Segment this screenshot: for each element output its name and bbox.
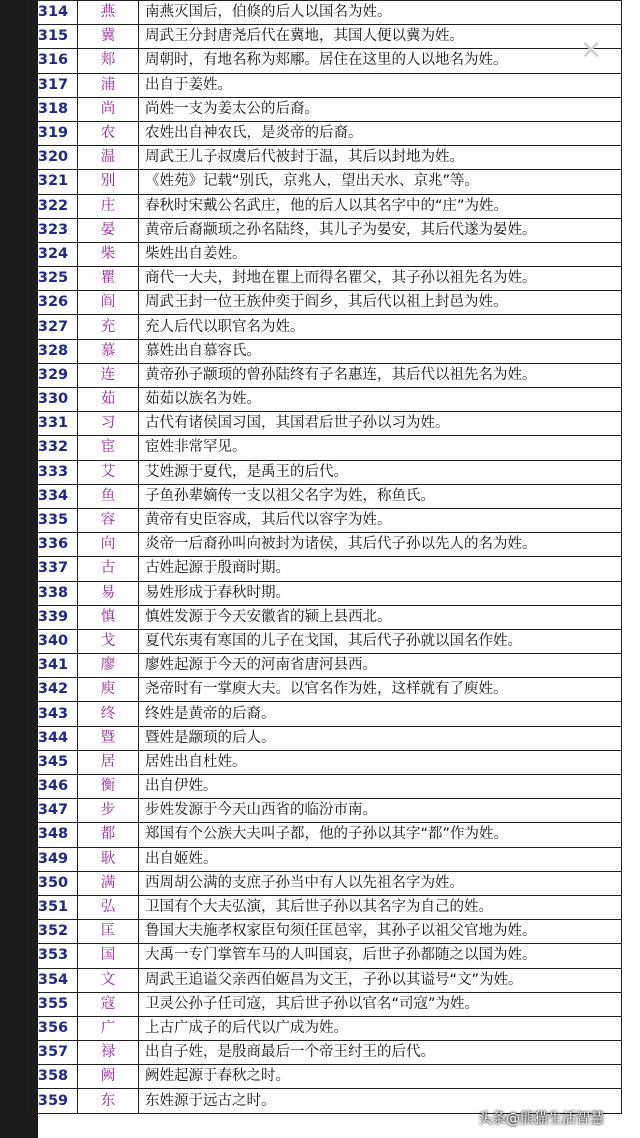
row-number: 349: [29, 847, 78, 871]
row-number: 345: [29, 750, 78, 774]
surname-origin-text: 柴姓出自姜姓。: [139, 242, 622, 266]
table-row: [29, 291, 622, 315]
surname-character: 别: [78, 170, 139, 194]
surname-origin-text: 周武王儿子叔虞后代被封于温，其后以封地为姓。: [139, 146, 622, 170]
surname-origin-text: 炎帝一后裔孙叫向被封为诸侯，其后代子孙以先人的名为姓。: [139, 533, 622, 557]
row-number: 320: [29, 146, 78, 170]
row-number: 318: [29, 97, 78, 121]
row-number: 343: [29, 702, 78, 726]
surname-origin-text: 古代有诸侯国习国，其国君后世子孙以习为姓。: [139, 412, 622, 436]
table-row: [29, 315, 622, 339]
row-number: 348: [29, 823, 78, 847]
surname-character: 充: [78, 315, 139, 339]
surname-character: 燕: [78, 1, 139, 25]
surname-character: 匡: [78, 920, 139, 944]
row-number: 342: [29, 678, 78, 702]
surname-character: 弘: [78, 895, 139, 919]
row-number: 314: [29, 1, 78, 25]
surname-character: 满: [78, 871, 139, 895]
surname-character: 耿: [78, 847, 139, 871]
surname-origin-text: 易姓形成于春秋时期。: [139, 581, 622, 605]
surname-origin-text: 大禹一专门掌管车马的人叫国哀，后世子孙都随之以国为姓。: [139, 944, 622, 968]
table-row: [29, 121, 622, 145]
surname-character: 农: [78, 121, 139, 145]
table-row: [29, 823, 622, 847]
surname-character: 郏: [78, 49, 139, 73]
surname-origin-text: 宦姓非常罕见。: [139, 436, 622, 460]
surname-character: 古: [78, 557, 139, 581]
surname-origin-text: 居姓出自杜姓。: [139, 750, 622, 774]
surname-character: 宦: [78, 436, 139, 460]
row-number: 329: [29, 363, 78, 387]
surname-origin-text: 尚姓一支为姜太公的后裔。: [139, 97, 622, 121]
table-row: [29, 605, 622, 629]
row-number: 338: [29, 581, 78, 605]
surname-origin-text: 充人后代以职官名为姓。: [139, 315, 622, 339]
surname-origin-text: 夏代东夷有寒国的儿子在戈国，其后代子孙就以国名作姓。: [139, 629, 622, 653]
table-row: [29, 97, 622, 121]
surname-origin-text: 商代一大夫，封地在瞿上而得名瞿父，其子孙以祖先名为姓。: [139, 267, 622, 291]
surname-origin-text: 终姓是黄帝的后裔。: [139, 702, 622, 726]
surname-character: 阙: [78, 1065, 139, 1089]
row-number: 328: [29, 339, 78, 363]
table-row: [29, 1065, 622, 1089]
row-number: 355: [29, 992, 78, 1016]
surname-origin-text: 暨姓是颛顼的后人。: [139, 726, 622, 750]
surname-origin-text: 步姓发源于今天山西省的临汾市南。: [139, 799, 622, 823]
surname-character: 暨: [78, 726, 139, 750]
surname-origin-text: 慎姓发源于今天安徽省的颍上县西北。: [139, 605, 622, 629]
surname-character: 易: [78, 581, 139, 605]
surname-origin-text: 出自姬姓。: [139, 847, 622, 871]
surname-origin-text: 上古广成子的后代以广成为姓。: [139, 1016, 622, 1040]
table-row: [29, 968, 622, 992]
row-number: 358: [29, 1065, 78, 1089]
table-row: [29, 871, 622, 895]
table-row: [29, 799, 622, 823]
row-number: 319: [29, 121, 78, 145]
row-number: 347: [29, 799, 78, 823]
surname-character: 寇: [78, 992, 139, 1016]
row-number: 333: [29, 460, 78, 484]
surname-character: 慕: [78, 339, 139, 363]
row-number: 317: [29, 73, 78, 97]
surname-origin-text: 农姓出自神农氏，是炎帝的后裔。: [139, 121, 622, 145]
surname-character: 东: [78, 1089, 139, 1113]
row-number: 344: [29, 726, 78, 750]
surname-origin-text: 尧帝时有一掌庾大夫。以官名作为姓，这样就有了庾姓。: [139, 678, 622, 702]
table-row: [29, 484, 622, 508]
surname-origin-text: 西周胡公满的支庶子孙当中有人以先祖名字为姓。: [139, 871, 622, 895]
table-row: [29, 1, 622, 25]
surname-origin-text: 慕姓出自慕容氏。: [139, 339, 622, 363]
surname-origin-text: 周朝时，有地名称为郏鄏。居住在这里的人以地名为姓。: [139, 49, 622, 73]
row-number: 346: [29, 775, 78, 799]
table-row: [29, 533, 622, 557]
table-row: [29, 702, 622, 726]
surname-origin-text: 廖姓起源于今天的河南省唐河县西。: [139, 654, 622, 678]
source-watermark: 头条@熊猫生活智慧: [478, 1111, 604, 1127]
row-number: 331: [29, 412, 78, 436]
row-number: 351: [29, 895, 78, 919]
surname-origin-text: 春秋时宋戴公名武庄，他的后人以其名字中的“庄”为姓。: [139, 194, 622, 218]
surname-character: 冀: [78, 25, 139, 49]
close-icon[interactable]: ✕: [580, 36, 602, 66]
table-row: [29, 73, 622, 97]
surname-origin-text: 鲁国大夫施孝权家臣句须任匡邑宰，其孙子以祖父官地为姓。: [139, 920, 622, 944]
table-row: [29, 146, 622, 170]
table-row: [29, 654, 622, 678]
surname-character: 向: [78, 533, 139, 557]
surname-character: 广: [78, 1016, 139, 1040]
table-row: [29, 581, 622, 605]
table-row: [29, 1016, 622, 1040]
row-number: 339: [29, 605, 78, 629]
surname-character: 戈: [78, 629, 139, 653]
row-number: 327: [29, 315, 78, 339]
surname-origin-text: 茹茹以族名为姓。: [139, 388, 622, 412]
table-row: [29, 436, 622, 460]
row-number: 315: [29, 25, 78, 49]
surname-character: 鱼: [78, 484, 139, 508]
surname-origin-text: 《姓苑》记载“别氏，京兆人，望出天水、京兆”等。: [139, 170, 622, 194]
surname-character: 步: [78, 799, 139, 823]
table-row: [29, 1041, 622, 1065]
surname-character: 居: [78, 750, 139, 774]
surname-origin-text: 黄帝有史臣容成，其后代以容字为姓。: [139, 508, 622, 532]
surname-character: 容: [78, 508, 139, 532]
table-row: [29, 363, 622, 387]
surname-origin-text: 出自于姜姓。: [139, 73, 622, 97]
row-number: 335: [29, 508, 78, 532]
surname-origin-text: 南燕灭国后，伯倏的后人以国名为姓。: [139, 1, 622, 25]
row-number: 352: [29, 920, 78, 944]
row-number: 323: [29, 218, 78, 242]
surname-origin-text: 卫灵公孙子任司寇，其后世子孙以官名“司寇”为姓。: [139, 992, 622, 1016]
surname-character: 习: [78, 412, 139, 436]
surname-character: 文: [78, 968, 139, 992]
table-row: [29, 170, 622, 194]
row-number: 357: [29, 1041, 78, 1065]
table-row: [29, 678, 622, 702]
surname-character: 艾: [78, 460, 139, 484]
surname-origin-text: 子鱼孙辈嫡传一支以祖父名字为姓，称鱼氏。: [139, 484, 622, 508]
surname-character: 茹: [78, 388, 139, 412]
table-row: [29, 920, 622, 944]
table-row: [29, 775, 622, 799]
surname-origin-text: 黄帝孙子颛顼的曾孙陆终有子名惠连，其后代以祖先名为姓。: [139, 363, 622, 387]
surname-origin-table: [28, 0, 622, 1114]
row-number: 334: [29, 484, 78, 508]
surname-character: 阎: [78, 291, 139, 315]
table-row: [29, 992, 622, 1016]
table-row: [29, 388, 622, 412]
row-number: 359: [29, 1089, 78, 1113]
table-row: [29, 49, 622, 73]
surname-origin-text: 周武王追谥父亲西伯姬昌为文王，子孙以其谥号“文”为姓。: [139, 968, 622, 992]
surname-origin-text: 阙姓起源于春秋之时。: [139, 1065, 622, 1089]
surname-origin-text: 周武王封一位王族仲奕于阎乡，其后代以祖上封邑为姓。: [139, 291, 622, 315]
surname-origin-text: 卫国有个大夫弘演，其后世子孙以其名字为自己的姓。: [139, 895, 622, 919]
row-number: 316: [29, 49, 78, 73]
table-row: [29, 339, 622, 363]
surname-origin-text: 郑国有个公族大夫叫子都，他的子孙以其字“都”作为姓。: [139, 823, 622, 847]
table-row: [29, 629, 622, 653]
row-number: 325: [29, 267, 78, 291]
surname-origin-text: 黄帝后裔颛顼之孙名陆终，其儿子为晏安，其后代遂为晏姓。: [139, 218, 622, 242]
surname-character: 廖: [78, 654, 139, 678]
table-row: [29, 944, 622, 968]
surname-character: 连: [78, 363, 139, 387]
table-row: [29, 194, 622, 218]
table-row: [29, 267, 622, 291]
row-number: 332: [29, 436, 78, 460]
surname-character: 都: [78, 823, 139, 847]
table-row: [29, 25, 622, 49]
row-number: 321: [29, 170, 78, 194]
surname-character: 晏: [78, 218, 139, 242]
row-number: 330: [29, 388, 78, 412]
table-row: [29, 508, 622, 532]
row-number: 322: [29, 194, 78, 218]
surname-character: 国: [78, 944, 139, 968]
surname-origin-text: 出自子姓，是殷商最后一个帝王纣王的后代。: [139, 1041, 622, 1065]
row-number: 356: [29, 1016, 78, 1040]
row-number: 354: [29, 968, 78, 992]
row-number: 337: [29, 557, 78, 581]
table-row: [29, 218, 622, 242]
table-row: [29, 750, 622, 774]
surname-character: 禄: [78, 1041, 139, 1065]
row-number: 341: [29, 654, 78, 678]
surname-character: 尚: [78, 97, 139, 121]
row-number: 350: [29, 871, 78, 895]
surname-character: 温: [78, 146, 139, 170]
table-row: [29, 895, 622, 919]
surname-character: 瞿: [78, 267, 139, 291]
table-body: [29, 1, 622, 1114]
table-row: [29, 460, 622, 484]
row-number: 324: [29, 242, 78, 266]
surname-origin-text: 周武王分封唐尧后代在冀地，其国人便以冀为姓。: [139, 25, 622, 49]
surname-character: 庄: [78, 194, 139, 218]
surname-character: 浦: [78, 73, 139, 97]
table-row: [29, 847, 622, 871]
table-row: [29, 412, 622, 436]
surname-character: 慎: [78, 605, 139, 629]
surname-character: 衡: [78, 775, 139, 799]
table-row: [29, 557, 622, 581]
surname-origin-text: 出自伊姓。: [139, 775, 622, 799]
surname-origin-text: 东姓源于远古之时。: [139, 1089, 622, 1113]
row-number: 353: [29, 944, 78, 968]
surname-character: 终: [78, 702, 139, 726]
row-number: 326: [29, 291, 78, 315]
row-number: 340: [29, 629, 78, 653]
table-row: [29, 242, 622, 266]
surname-character: 柴: [78, 242, 139, 266]
surname-origin-text: 艾姓源于夏代，是禹王的后代。: [139, 460, 622, 484]
surname-origin-text: 古姓起源于殷商时期。: [139, 557, 622, 581]
surname-character: 庾: [78, 678, 139, 702]
row-number: 336: [29, 533, 78, 557]
table-row: [29, 726, 622, 750]
